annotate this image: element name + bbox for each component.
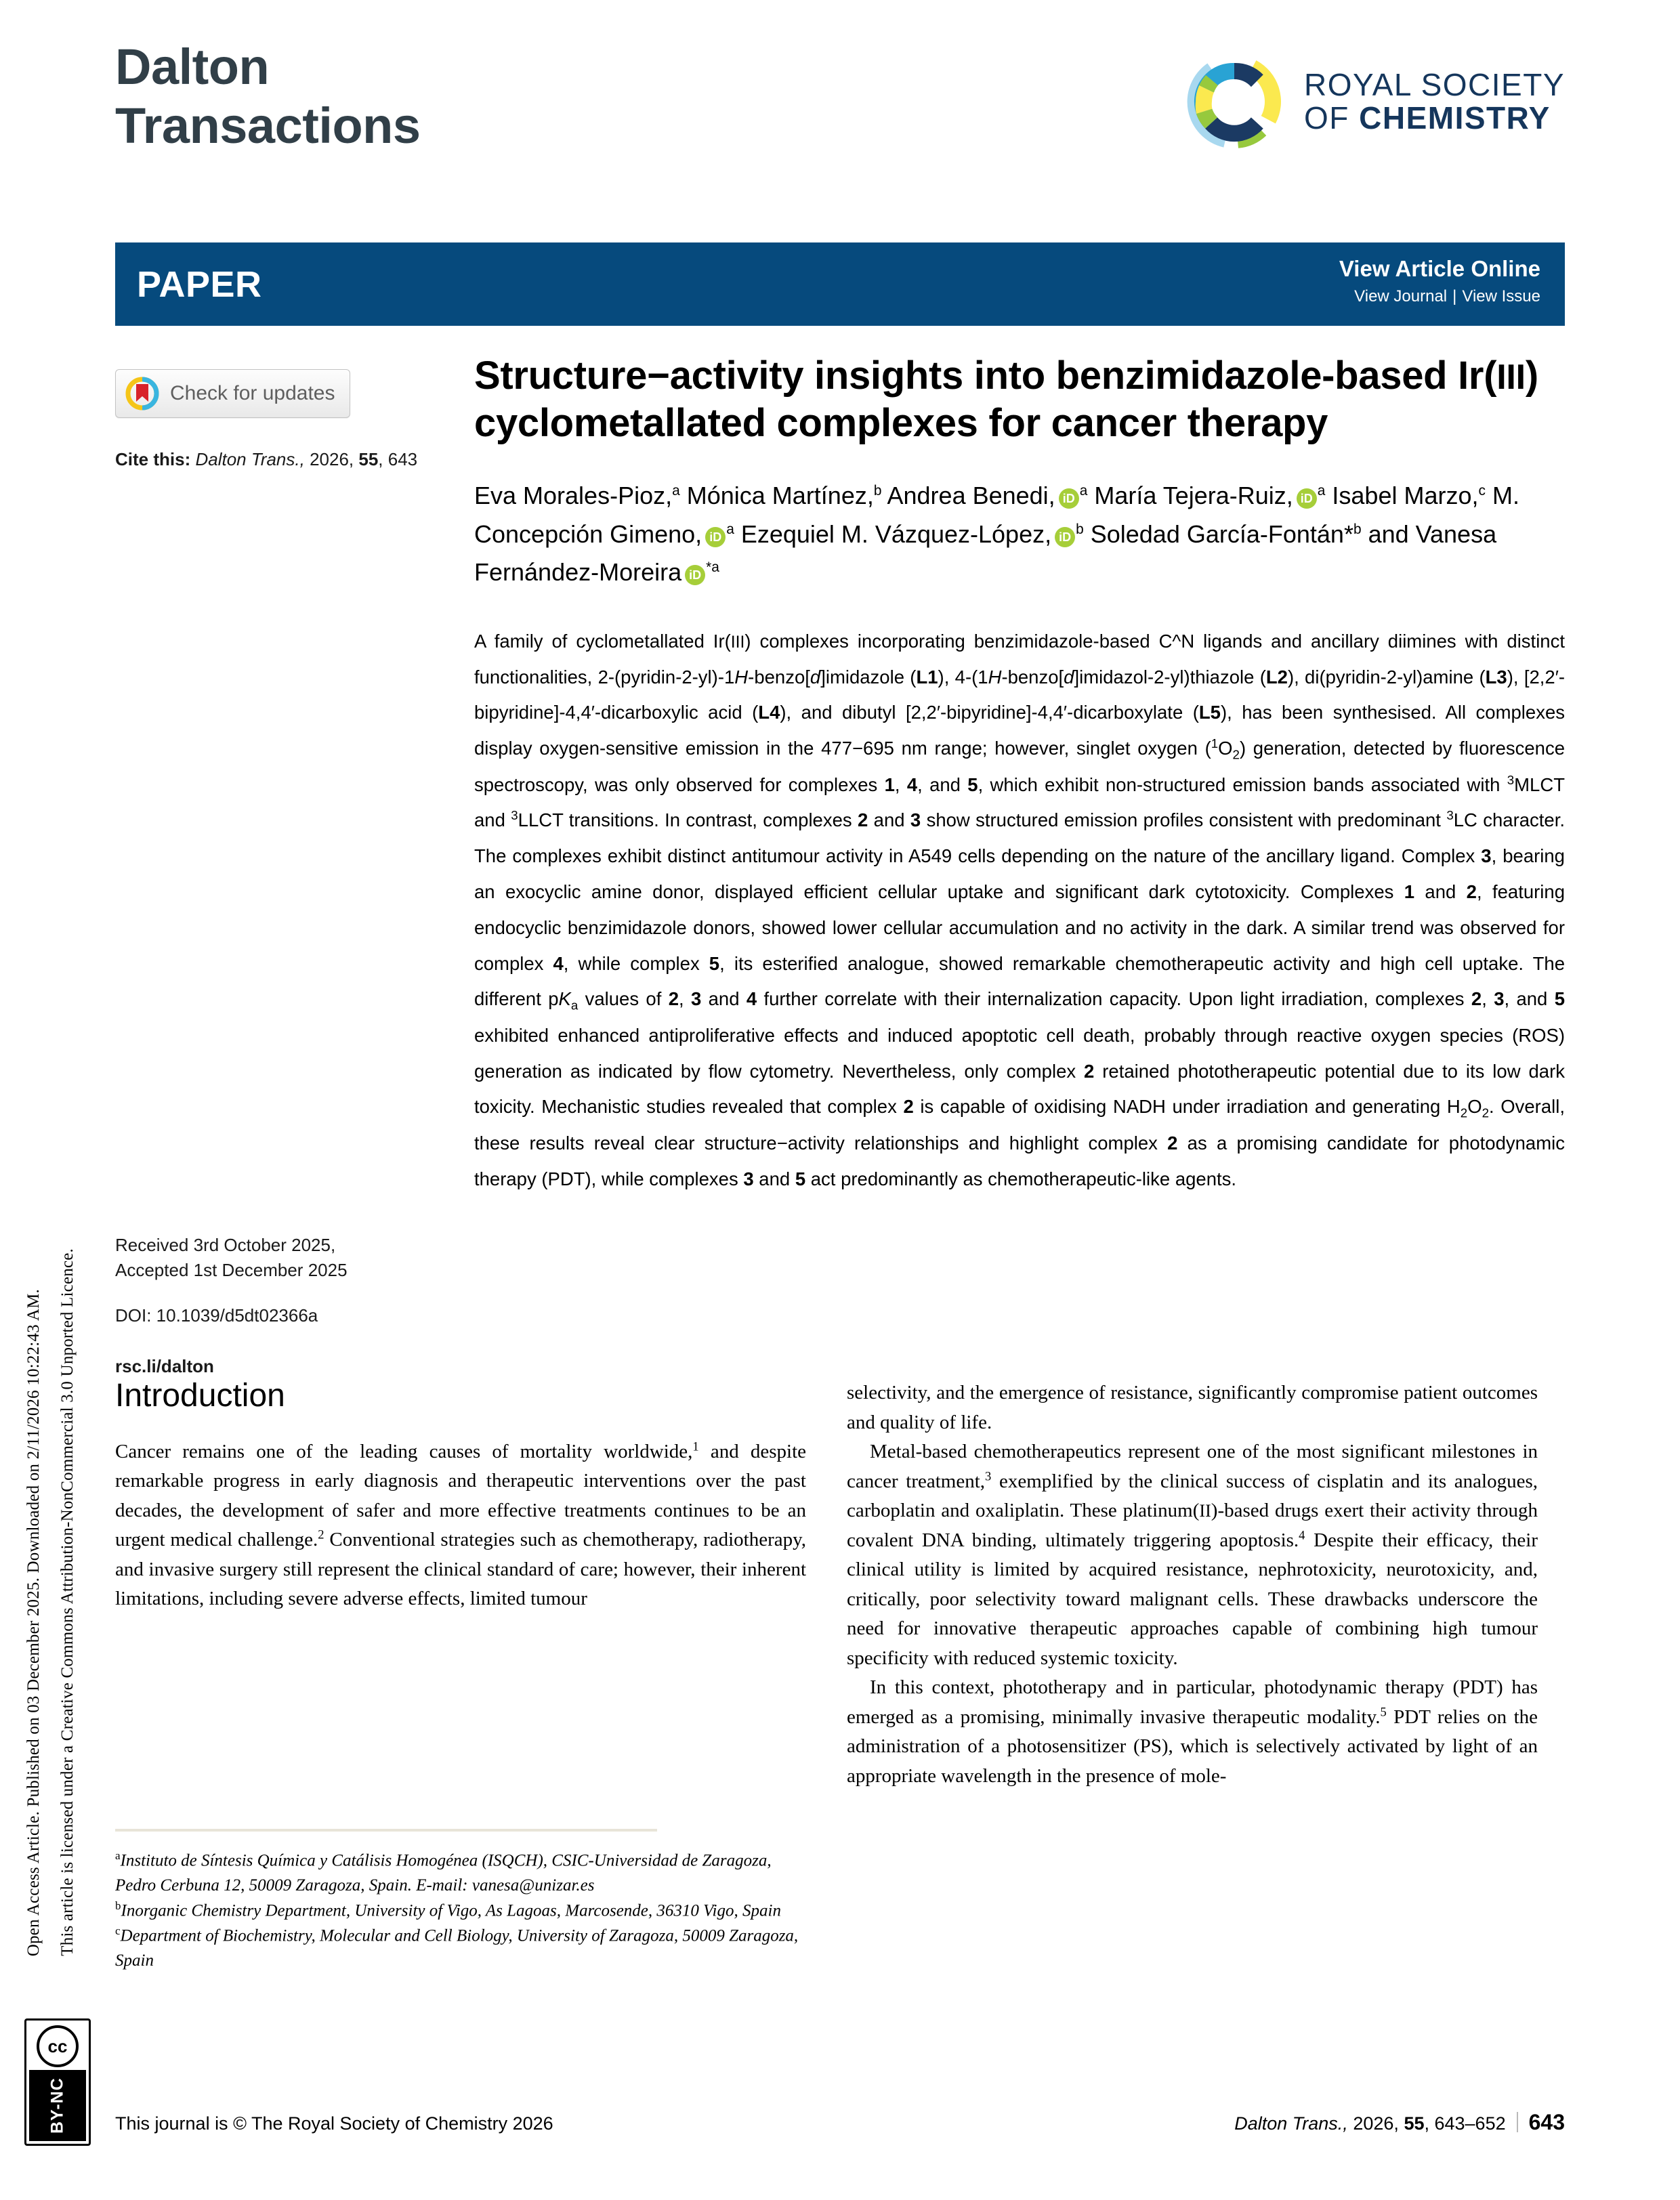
footer-copyright: This journal is © The Royal Society of Chemistry 2026 xyxy=(115,2113,553,2134)
author-name[interactable]: Isabel Marzo, xyxy=(1332,482,1479,510)
author-affiliation-marker: a xyxy=(1317,483,1326,499)
author-name[interactable]: and Vanesa Fernández-Moreira xyxy=(474,520,1497,586)
article-type-banner xyxy=(115,242,1565,326)
view-online-block xyxy=(1339,256,1540,306)
author-list xyxy=(474,477,1565,591)
author-affiliation-marker: c xyxy=(1478,483,1486,499)
affiliation-marker: b xyxy=(115,1899,121,1912)
author-affiliation-marker: *a xyxy=(706,559,719,575)
received-date: Received 3rd October 2025, xyxy=(115,1235,336,1255)
author-name[interactable]: María Tejera-Ruiz, xyxy=(1094,482,1293,510)
orcid-icon[interactable]: iD xyxy=(705,527,726,547)
journal-title-line2: Transactions xyxy=(115,98,421,154)
footer-journal: Dalton Trans., xyxy=(1234,2113,1348,2134)
affiliations-list xyxy=(115,1848,806,1973)
footer-year: 2026, xyxy=(1353,2113,1399,2134)
footer-pages: , 643–652 xyxy=(1424,2113,1506,2134)
rsc-logo-line2 xyxy=(1304,102,1565,135)
page-title: Structure−activity insights into benzimidazole-based Ir(III) cyclometallated complexes for cancer therapy xyxy=(474,354,1538,446)
creative-commons-badge[interactable] xyxy=(24,2018,91,2146)
author-affiliation-marker: b xyxy=(1076,521,1084,537)
footer-citation xyxy=(1234,2109,1565,2135)
author-name[interactable]: Soledad García-Fontán* xyxy=(1090,520,1353,548)
body-column-right xyxy=(847,1378,1538,1791)
introduction-left-text xyxy=(115,1437,806,1614)
body-paragraph: selectivity, and the emergence of resistance, significantly compromise patient outcomes and quality of life. xyxy=(847,1382,1538,1433)
journal-title-line1: Dalton xyxy=(115,39,270,95)
accepted-date: Accepted 1st December 2025 xyxy=(115,1259,348,1280)
cite-year: 2026, xyxy=(310,449,354,469)
rsc-of-label: OF xyxy=(1303,100,1360,135)
cite-this-block: Cite this: Dalton Trans., 2026, 55, 643 xyxy=(115,449,418,469)
masthead xyxy=(115,37,1565,220)
introduction-right-text xyxy=(847,1378,1538,1791)
title-oxidation-state: III xyxy=(1496,358,1526,397)
rsc-logo-text xyxy=(1304,68,1565,135)
orcid-icon[interactable]: iD xyxy=(1297,488,1317,509)
affiliation-entry: $^b$Inorganic Chemistry Department, University of Vigo, As Lagoas, Marcosende, 36310 Vigo, Spain xyxy=(115,1899,781,1920)
doi-line[interactable]: DOI: 10.1039/d5dt02366a xyxy=(115,1305,318,1326)
author-affiliation-marker: a xyxy=(1079,483,1088,499)
cite-volume: 55 xyxy=(358,449,379,469)
footer-page-number: 643 xyxy=(1528,2110,1565,2134)
body-column-left xyxy=(115,1378,806,1614)
footer-volume: 55 xyxy=(1404,2113,1425,2134)
check-for-updates-label: Check for updates xyxy=(170,382,335,404)
article-head xyxy=(474,352,1565,1197)
author-affiliation-marker: b xyxy=(1353,521,1362,537)
author-affiliation-marker: b xyxy=(873,483,882,499)
affiliation-entry: $^a$Instituto de Síntesis Química y Catálisis Homogénea (ISQCH), CSIC-Universidad de Zaragoza, Pedro Cerbuna 12, 50009 Zaragoza, Spain. E-mail: vanesa@unizar.es xyxy=(115,1849,772,1895)
rsc-logo xyxy=(1183,51,1565,152)
view-article-online-link[interactable]: View Article Online xyxy=(1339,256,1540,281)
rsc-logo-line1: ROYAL SOCIETY xyxy=(1303,67,1565,103)
dates-and-doi-block xyxy=(115,1233,440,1379)
author-affiliation-marker: a xyxy=(726,521,734,537)
body-paragraph: In this context, phototherapy and in particular, photodynamic therapy (PDT) has emerged as a promising, minimally invasive therapeutic modality.$^5$ PDT relies on the administration of a photosensitizer (PS), which is selectively activated by light of an appropriate wavelength in the presence of mole- xyxy=(847,1676,1538,1787)
cite-this-label: Cite this: xyxy=(115,449,191,469)
cc-logo-icon: cc xyxy=(37,2025,79,2067)
affiliations-block xyxy=(115,1829,806,1973)
license-rail xyxy=(0,0,115,2200)
abstract: A family of cyclometallated Ir(III) complexes incorporating benzimidazole-based C^N ligands and ancillary diimines with distinct functionalities, 2-(pyridin-2-yl)-1H-benzo[d]imidazole (L1), 4-(1H-benzo[d]imidazol-2-yl)thiazole (L2), di(pyridin-2-yl)amine (L3), [2,2′-bipyridine]-4,4′-dicarboxylic acid (L4), and dibutyl [2,2′-bipyridine]-4,4′-dicarboxylate (L5), has been synthesised. All complexes display oxygen-sensitive emission in the 477−695 nm range; however, singlet oxygen $(^1O_2)$ generation, detected by fluorescence spectroscopy, was only observed for complexes 1, 4, and 5, which exhibit non-structured emission bands associated with $^3$MLCT and $^3$LLCT transitions. In contrast, complexes 2 and 3 show structured emission profiles consistent with predominant $^3$LC character. The complexes exhibit distinct antitumour activity in A549 cells depending on the nature of the ancillary ligand. Complex 3, bearing an exocyclic amine donor, displayed efficient cellular uptake and significant dark cytotoxicity. Complexes 1 and 2, featuring endocyclic benzimidazole donors, showed lower cellular accumulation and no activity in the dark. A similar trend was observed for complex 4, while complex 5, its esterified analogue, showed remarkable chemotherapeutic activity and high cell uptake. The different $pK_a$ values of 2, 3 and 4 further correlate with their internalization capacity. Upon light irradiation, complexes 2, 3, and 5 exhibited enhanced antiproliferative effects and induced apoptotic cell death, probably through reactive oxygen species (ROS) generation as indicated by flow cytometry. Nevertheless, only complex 2 retained phototherapeutic potential due to its low dark toxicity. Mechanistic studies revealed that complex 2 is capable of oxidising NADH under irradiation and generating $H_2O_2$. Overall, these results reveal clear structure−activity relationships and highlight complex 2 as a promising candidate for photodynamic therapy (PDT), while complexes 3 and 5 act predominantly as chemotherapeutic-like agents. xyxy=(474,630,1566,1189)
footer-separator xyxy=(1517,2112,1518,2132)
cite-journal: Dalton Trans., xyxy=(195,449,305,469)
author-name[interactable]: Ezequiel M. Vázquez-López, xyxy=(740,520,1052,548)
creative-commons-licence-notice: This article is licensed under a Creative Commons Attribution-NonCommercial 3.0 Unported Licence. xyxy=(58,1248,77,1956)
author-name[interactable]: Mónica Martínez, xyxy=(686,482,874,510)
cite-page: 643 xyxy=(387,449,418,469)
cc-terms-label: BY-NC xyxy=(29,2070,86,2141)
check-for-updates-button[interactable] xyxy=(115,369,350,418)
orcid-icon[interactable]: iD xyxy=(1059,488,1079,509)
rsc-c-mark-icon xyxy=(1183,51,1285,152)
orcid-icon[interactable]: iD xyxy=(685,565,705,585)
view-links-separator: | xyxy=(1452,287,1457,305)
affiliation-marker: c xyxy=(115,1924,121,1938)
rsc-chemistry-label: CHEMISTRY xyxy=(1359,100,1551,135)
affiliation-marker: a xyxy=(115,1849,121,1862)
crossmark-icon xyxy=(125,377,159,410)
affiliation-entry: $^c$Department of Biochemistry, Molecular and Cell Biology, University of Zaragoza, 50009 Zaragoza, Spain xyxy=(115,1924,799,1970)
article-type-label: PAPER xyxy=(137,264,262,305)
section-heading-introduction: Introduction xyxy=(115,1378,285,1414)
open-access-downloaded-notice: Open Access Article. Published on 03 December 2025. Downloaded on 2/11/2026 10:22:43 AM. xyxy=(24,1288,43,1956)
author-name[interactable]: Andrea Benedi, xyxy=(887,482,1055,510)
article-meta-column xyxy=(115,369,454,1376)
orcid-icon[interactable]: iD xyxy=(1055,527,1075,547)
journal-short-url[interactable]: rsc.li/dalton xyxy=(115,1355,214,1376)
view-issue-link[interactable]: View Issue xyxy=(1462,287,1540,305)
author-name[interactable]: Eva Morales-Pioz, xyxy=(474,482,673,510)
body-paragraph: Metal-based chemotherapeutics represent one of the most significant milestones in cancer treatment,$^3$ exemplified by the clinical success of cisplatin and its analogues, carboplatin and oxaliplatin. These platinum(II)-based drugs exert their activity through covalent DNA binding, ultimately triggering apoptosis.$^4$ Despite their efficacy, their clinical utility is limited by acquired resistance, nephrotoxicity, neurotoxicity, and, critically, poor selectivity toward malignant cells. These drawbacks underscore the need for innovative therapeutic approaches capable of combining high tumour specificity with reduced systemic toxicity. xyxy=(847,1441,1538,1669)
view-journal-link[interactable]: View Journal xyxy=(1354,287,1448,305)
page-content xyxy=(115,0,1565,2200)
page-footer xyxy=(115,2109,1565,2135)
author-affiliation-marker: a xyxy=(672,483,680,499)
author-name[interactable]: M. Concepción Gimeno, xyxy=(474,482,1519,548)
affiliations-divider xyxy=(115,1829,657,1832)
body-paragraph: Cancer remains one of the leading causes of mortality worldwide,$^1$ and despite remarkable progress in early diagnosis and therapeutic interventions over the past decades, the development of safer and more effective treatments continues to be an urgent medical challenge.$^2$ Conventional strategies such as chemotherapy, radiotherapy, and invasive surgery still represent the clinical standard of care; however, their inherent limitations, including severe adverse effects, limited tumour xyxy=(115,1439,806,1610)
view-links xyxy=(1339,287,1540,306)
